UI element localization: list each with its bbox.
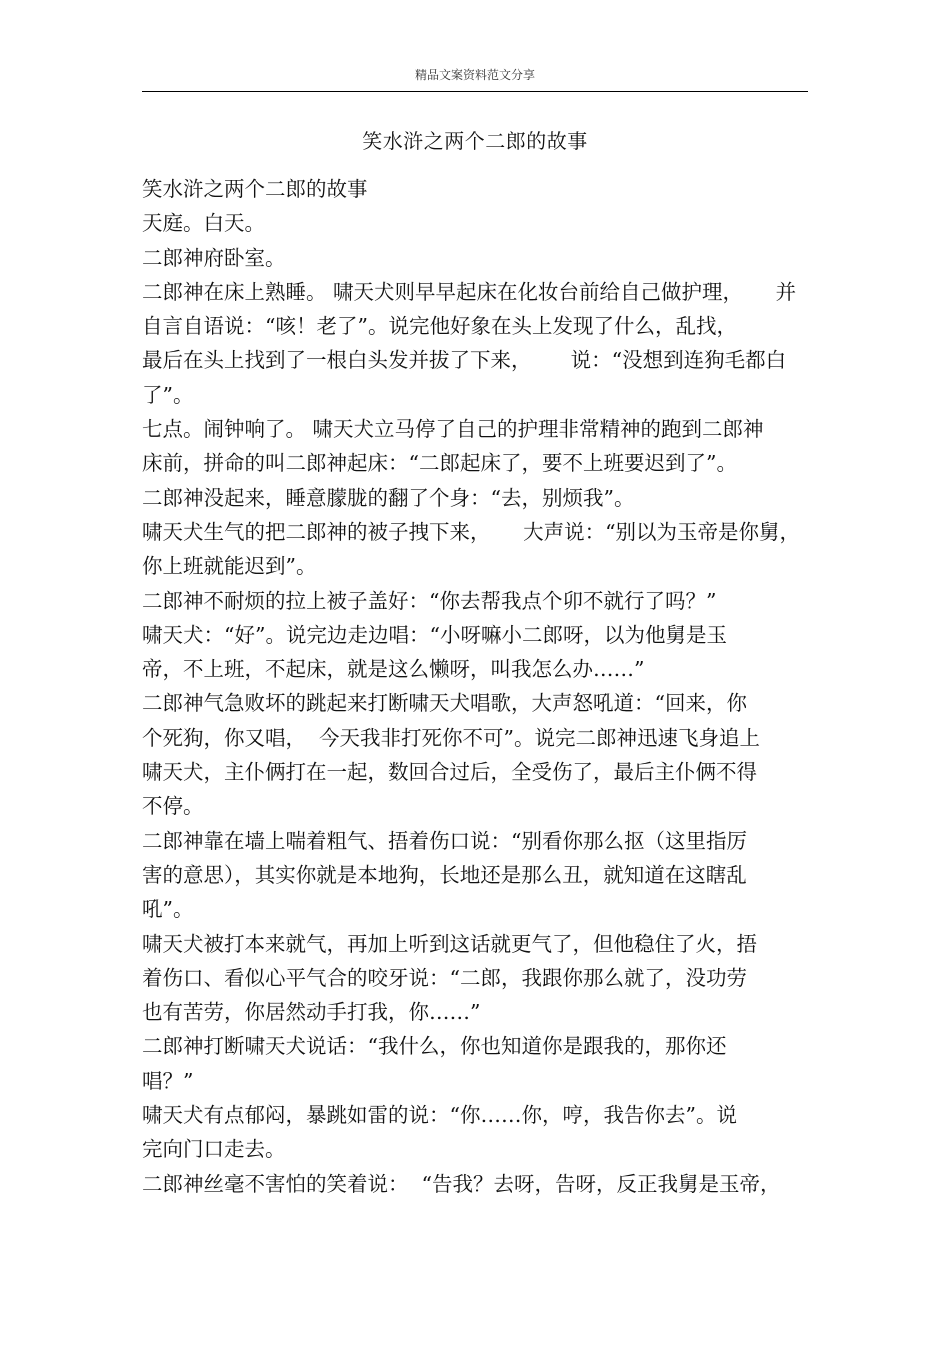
body-line: 啸天犬被打本来就气，再加上听到这话就更气了，但他稳住了火，捂 [142, 931, 757, 956]
body-line: 个死狗，你又唱， 今天我非打死你不可”。说完二郎神迅速飞身追上 [142, 725, 761, 750]
body-line: 二郎神打断啸天犬说话：“我什么，你也知道你是跟我的，那你还 [142, 1034, 727, 1059]
body-line: 你上班就能迟到”。 [142, 554, 317, 579]
body-line: 唱？” [142, 1068, 194, 1093]
body-line: 二郎神丝毫不害怕的笑着说： “告我？去呀，告呀，反正我舅是玉帝， [142, 1171, 781, 1196]
body-line: 笑水浒之两个二郎的故事 [142, 177, 368, 201]
body-line: 害的意思），其实你就是本地狗，长地还是那么丑，就知道在这瞎乱 [142, 862, 747, 887]
body-line: 二郎神气急败坏的跳起来打断啸天犬唱歌，大声怒吼道：“回来，你 [142, 691, 747, 716]
body-line: 啸天犬生气的把二郎神的被子拽下来， 大声说：“别以为玉帝是你舅， [142, 519, 801, 544]
body-line: 着伤口、看似心平气合的咬牙说：“二郎，我跟你那么就了，没功劳 [142, 965, 747, 990]
body-line: 最后在头上找到了一根白头发并拔了下来， 说：“没想到连狗毛都白 [142, 348, 787, 373]
body-line: 二郎神在床上熟睡。 啸天犬则早早起床在化妆台前给自己做护理， 并 [142, 279, 797, 304]
body-line: 啸天犬，主仆俩打在一起，数回合过后，全受伤了，最后主仆俩不得 [142, 760, 757, 785]
page-header: 精品文案资料范文分享 [414, 68, 535, 82]
body-line: 二郎神府卧室。 [142, 245, 286, 270]
body-line: 二郎神不耐烦的拉上被子盖好：“你去帮我点个卯不就行了吗？” [142, 588, 717, 613]
body-line: 自言自语说：“咳！老了”。说完他好象在头上发现了什么，乱找， [142, 314, 737, 339]
body-line: 二郎神靠在墙上喘着粗气、捂着伤口说：“别看你那么抠（这里指厉 [142, 828, 747, 853]
body-line: 也有苦劳，你居然动手打我，你……” [142, 1000, 481, 1025]
body-line: 七点。闹钟响了。 啸天犬立马停了自己的护理非常精神的跑到二郎神 [142, 417, 764, 442]
body-line: 床前，拼命的叫二郎神起床：“二郎起床了，要不上班要迟到了”。 [142, 451, 737, 476]
document-body [142, 172, 812, 1201]
body-line: 完向门口走去。 [142, 1137, 286, 1162]
body-line: 啸天犬有点郁闷，暴跳如雷的说：“你……你，哼，我告你去”。说 [142, 1103, 737, 1128]
body-line: 天庭。白天。 [142, 211, 265, 236]
body-line: 吼”。 [142, 897, 194, 922]
body-line: 了”。 [142, 382, 194, 407]
body-line: 帝，不上班，不起床，就是这么懒呀，叫我怎么办……” [142, 657, 645, 682]
header-divider [142, 91, 808, 92]
body-line: 啸天犬：“好”。说完边走边唱：“小呀嘛小二郎呀，以为他舅是玉 [142, 622, 727, 647]
body-line: 二郎神没起来，睡意朦胧的翻了个身：“去，别烦我”。 [142, 485, 635, 510]
body-line: 不停。 [142, 794, 204, 819]
document-title: 笑水浒之两个二郎的故事 [362, 129, 588, 153]
